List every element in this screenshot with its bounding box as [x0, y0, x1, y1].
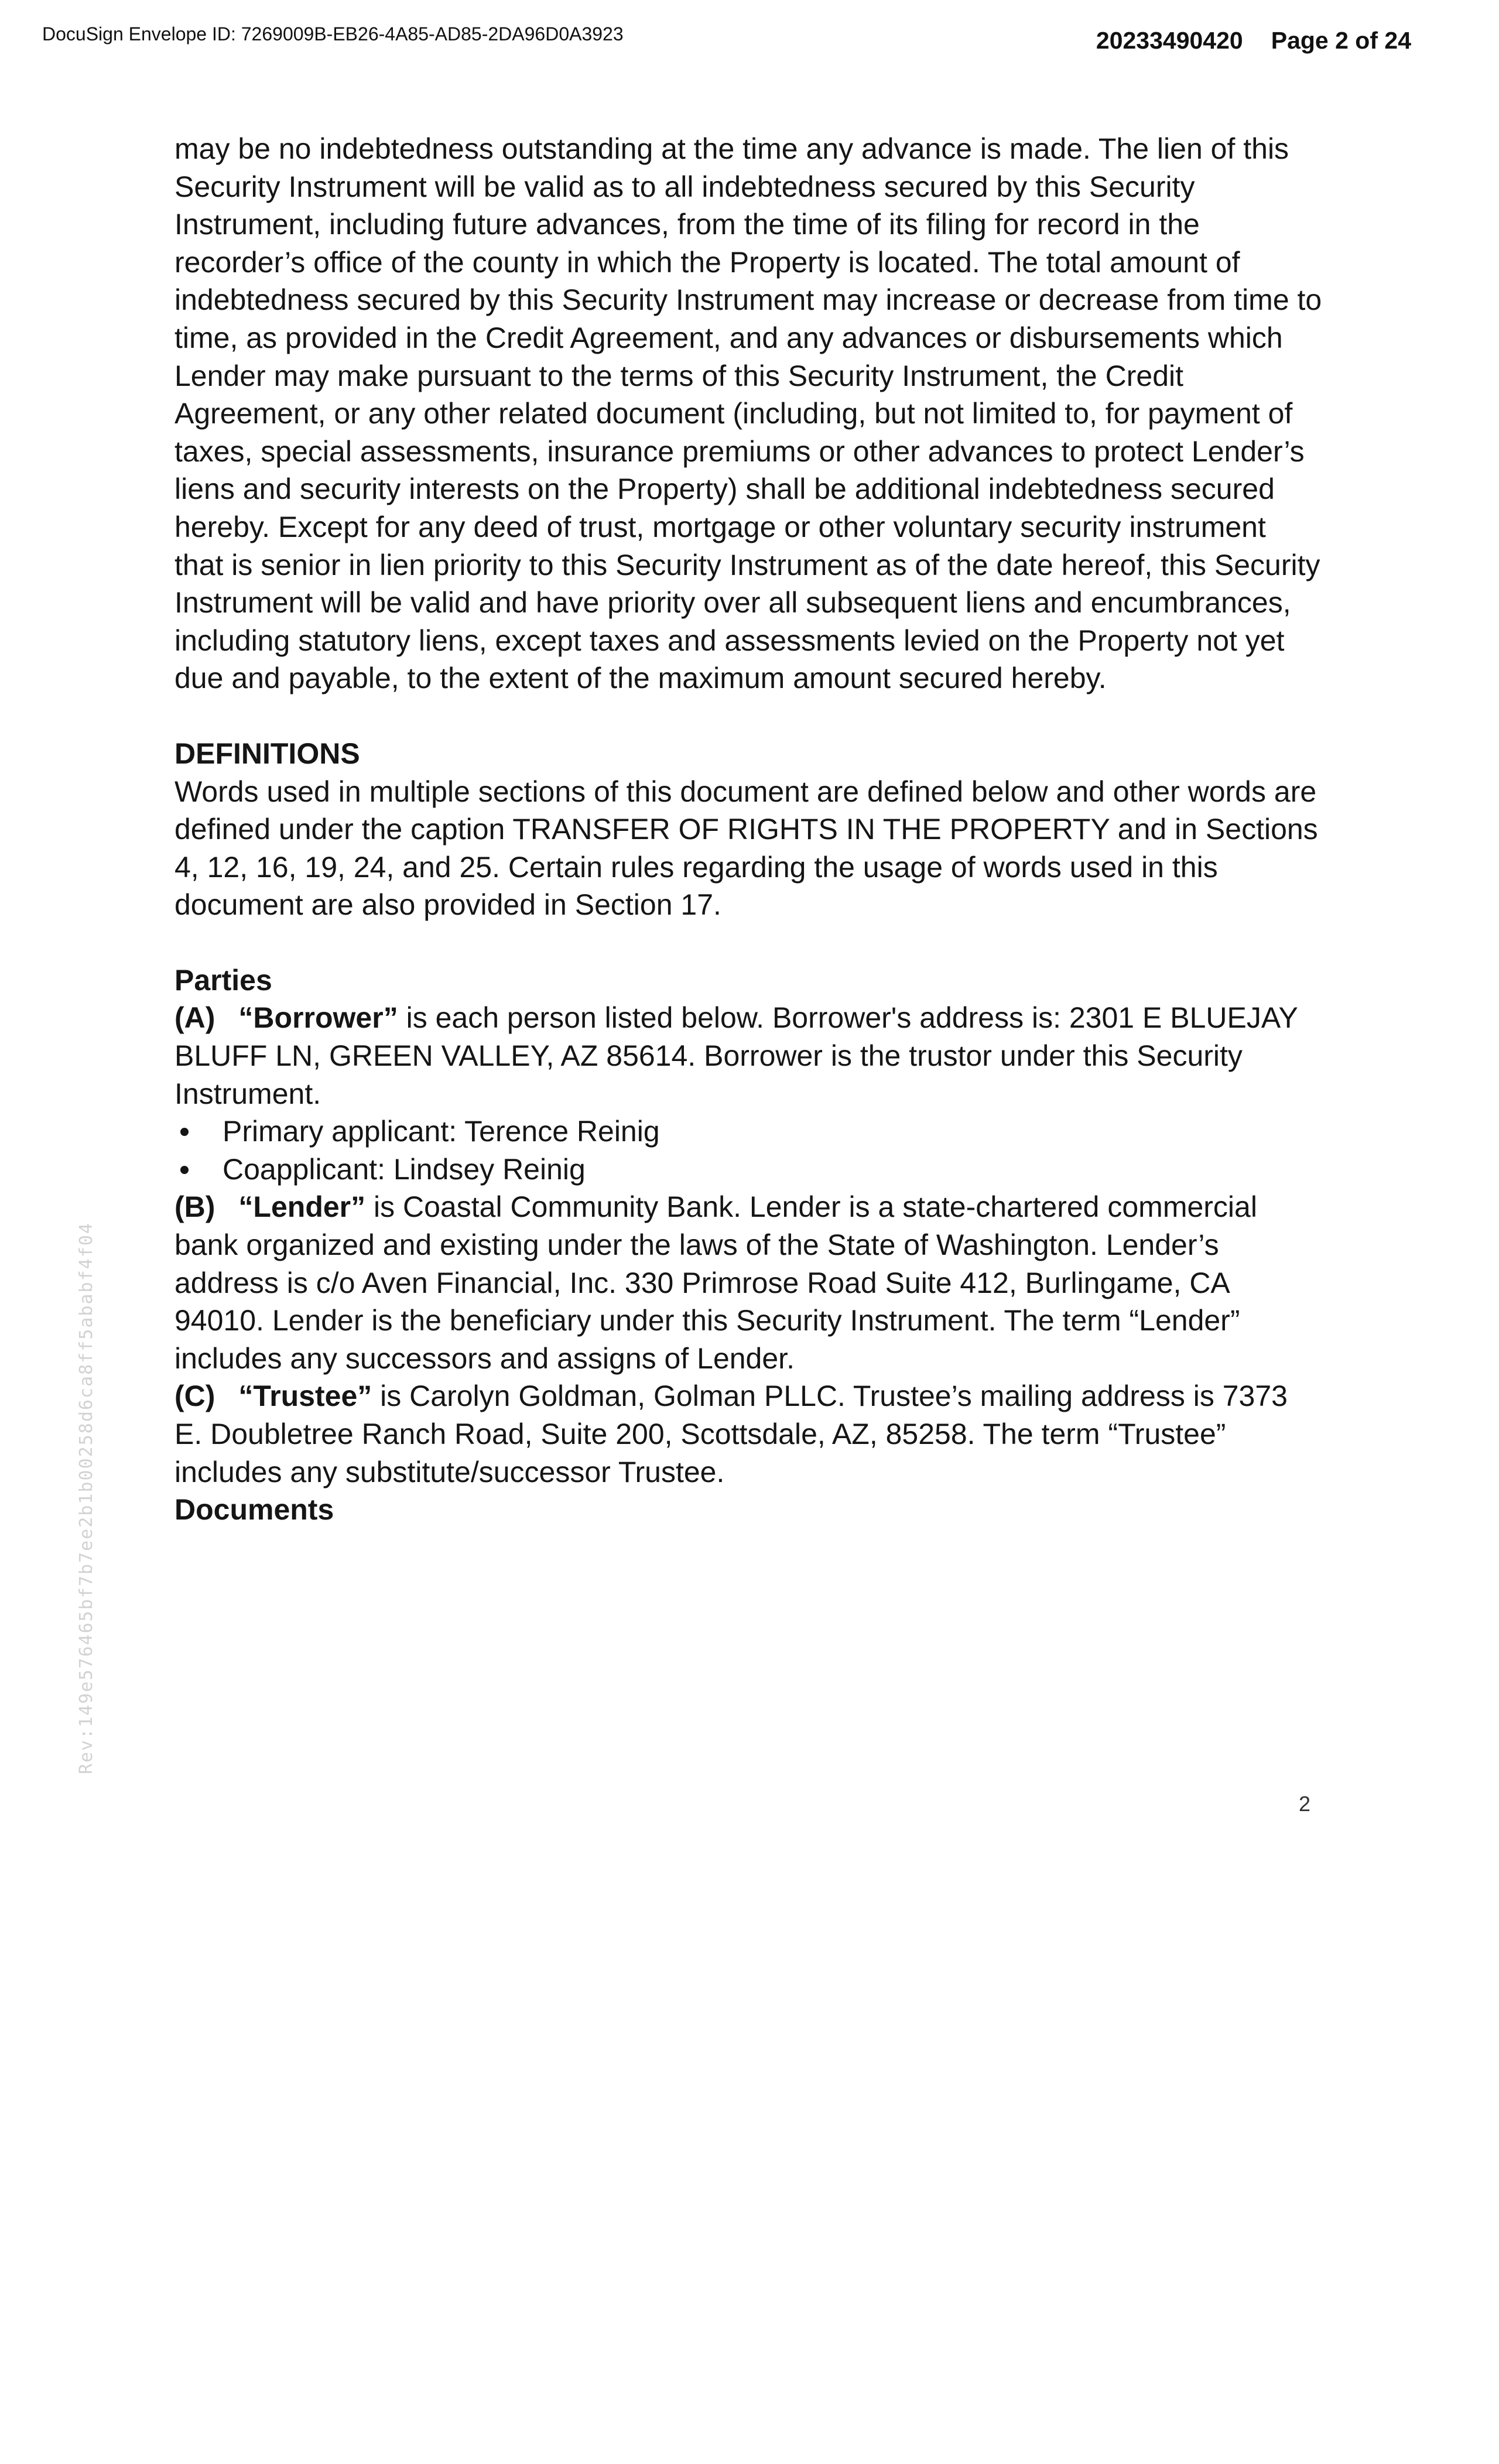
parties-heading: Parties [174, 963, 272, 997]
bullet-icon [180, 1166, 189, 1174]
borrower-text: is each person listed below. Borrower's address is: 2301 E BLUEJAY BLUFF LN, GREEN VALLEY, AZ 85614. Borrower is the trustor under this Security Instrument. [174, 1001, 1298, 1110]
lender-text: is Coastal Community Bank. Lender is a state-chartered commercial bank organized and existing under the laws of the State of Washington. Lender’s address is c/o Aven Financial, Inc. 330 Primrose Road Suite 412, Burlingame, CA 94010. Lender is the beneficiary under this Security Instrument. The term “Lender” includes any successors and assigns of Lender. [174, 1190, 1257, 1375]
definitions-heading: DEFINITIONS [174, 737, 360, 770]
borrower-term: “Borrower” [238, 1001, 398, 1035]
lender-term: “Lender” [238, 1190, 366, 1224]
trustee-label: (C) [174, 1380, 215, 1413]
borrower-label: (A) [174, 1001, 215, 1035]
coapplicant: Coapplicant: Lindsey Reinig [223, 1152, 586, 1186]
list-item [174, 1151, 1322, 1189]
trustee-text: is Carolyn Goldman, Golman PLLC. Trustee’s mailing address is 7373 E. Doubletree Ranch Road, Suite 200, Scottsdale, AZ, 85258. The term “Trustee” includes any substitute/successor Trustee. [174, 1380, 1288, 1488]
lender-label: (B) [174, 1190, 215, 1224]
documents-heading: Documents [174, 1493, 334, 1527]
page-label: Page 2 of 24 [1271, 27, 1411, 54]
intro-paragraph: may be no indebtedness outstanding at the time any advance is made. The lien of this Security Instrument will be valid as to all indebtedness secured by this Security Instrument, including future advances, from the time of its filing for record in the recorder’s office of the county in which the Property is located. The total amount of indebtedness secured by this Security Instrument may increase or decrease from time to time, as provided in the Credit Agreement, and any advances or disbursements which Lender may make pursuant to the terms of this Security Instrument, the Credit Agreement, or any other related document (including, but not limited to, for payment of taxes, special assessments, insurance premiums or other advances to protect Lender’s liens and security interests on the Property) shall be additional indebtedness secured hereby. Except for any deed of trust, mortgage or other voluntary security instrument that is senior in lien priority to this Security Instrument as of the date hereof, this Security Instrument will be valid and have priority over all subsequent liens and encumbrances, including statutory liens, except taxes and assessments levied on the Property not yet due and payable, to the extent of the maximum amount secured hereby. [174, 132, 1322, 695]
primary-applicant: Primary applicant: Terence Reinig [223, 1115, 660, 1148]
definitions-paragraph: Words used in multiple sections of this document are defined below and other words are defined under the caption TRANSFER OF RIGHTS IN THE PROPERTY and in Sections 4, 12, 16, 19, 24, and 25. Certain rules regarding the usage of words used in this document are also provided in Section 17. [174, 775, 1318, 922]
list-item [174, 1113, 1322, 1151]
trustee-term: “Trustee” [238, 1380, 372, 1413]
revision-stamp: Rev:149e576465bf7b7ee2b1b00258d6ca8ff5ababf4f04 [76, 1222, 97, 1774]
applicant-list [174, 1113, 1322, 1188]
trustee-definition [174, 1377, 1322, 1491]
borrower-definition [174, 999, 1322, 1113]
envelope-id: DocuSign Envelope ID: 7269009B-EB26-4A85-AD85-2DA96D0A3923 [42, 23, 624, 45]
page-number: 2 [1299, 1792, 1311, 1816]
header-right [1096, 27, 1411, 54]
document-body [174, 130, 1322, 1529]
lender-definition [174, 1188, 1322, 1377]
bullet-icon [180, 1128, 189, 1136]
document-number: 20233490420 [1096, 27, 1243, 54]
